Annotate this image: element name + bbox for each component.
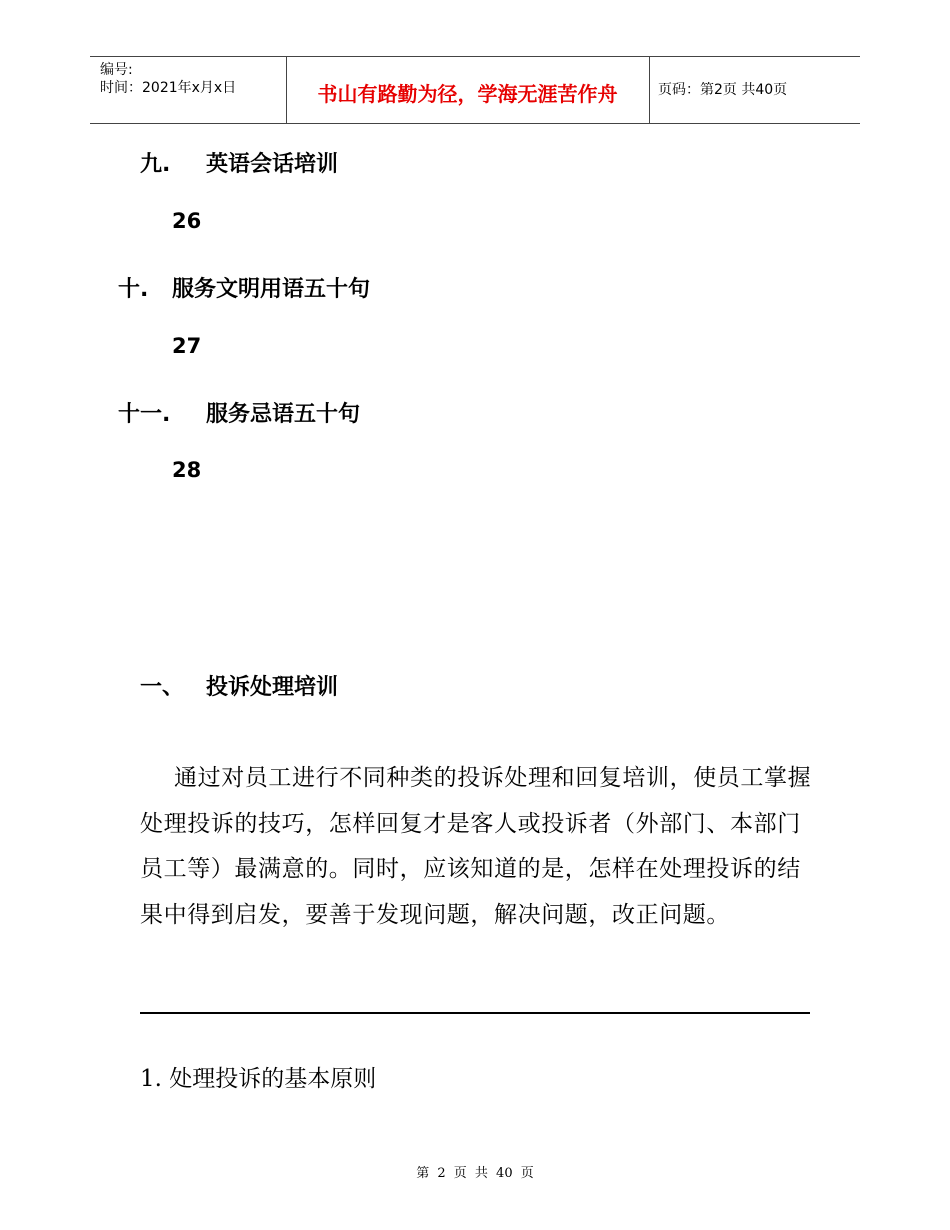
header-page-info: 页码：第2页 共40页 <box>658 82 788 98</box>
serial-label: 编号: <box>100 62 133 78</box>
section-title: 投诉处理培训 <box>206 675 339 700</box>
subheading: 1. 处理投诉的基本原则 <box>140 1066 377 1092</box>
page-header <box>90 56 860 124</box>
toc-number: 十一. <box>118 402 171 427</box>
page-footer: 第 2 页 共 40 页 <box>416 1166 534 1181</box>
toc-page: 28 <box>172 458 202 482</box>
header-motto-cell <box>286 57 650 123</box>
toc-title: 英语会话培训 <box>206 152 339 177</box>
toc-page: 26 <box>172 209 202 233</box>
header-meta-cell <box>90 57 287 123</box>
horizontal-rule <box>140 1012 810 1014</box>
toc-page: 27 <box>172 334 202 358</box>
section-number: 一、 <box>140 675 185 700</box>
toc-title: 服务文明用语五十句 <box>172 277 371 302</box>
toc-title: 服务忌语五十句 <box>206 402 361 427</box>
section-paragraph: 通过对员工进行不同种类的投诉处理和回复培训，使员工掌握处理投诉的技巧，怎样回复才是客人或投诉者（外部门、本部门员工等）最满意的。同时，应该知道的是，怎样在处理投诉的结果中得到启发，要善于发现问题，解决问题，改正问题。 <box>140 765 812 928</box>
toc-number: 九. <box>140 152 171 177</box>
header-motto: 书山有路勤为径，学海无涯苦作舟 <box>317 82 618 106</box>
toc-number: 十. <box>118 277 149 302</box>
header-page-cell <box>650 57 860 123</box>
time-label: 时间：2021年x月x日 <box>100 80 237 96</box>
